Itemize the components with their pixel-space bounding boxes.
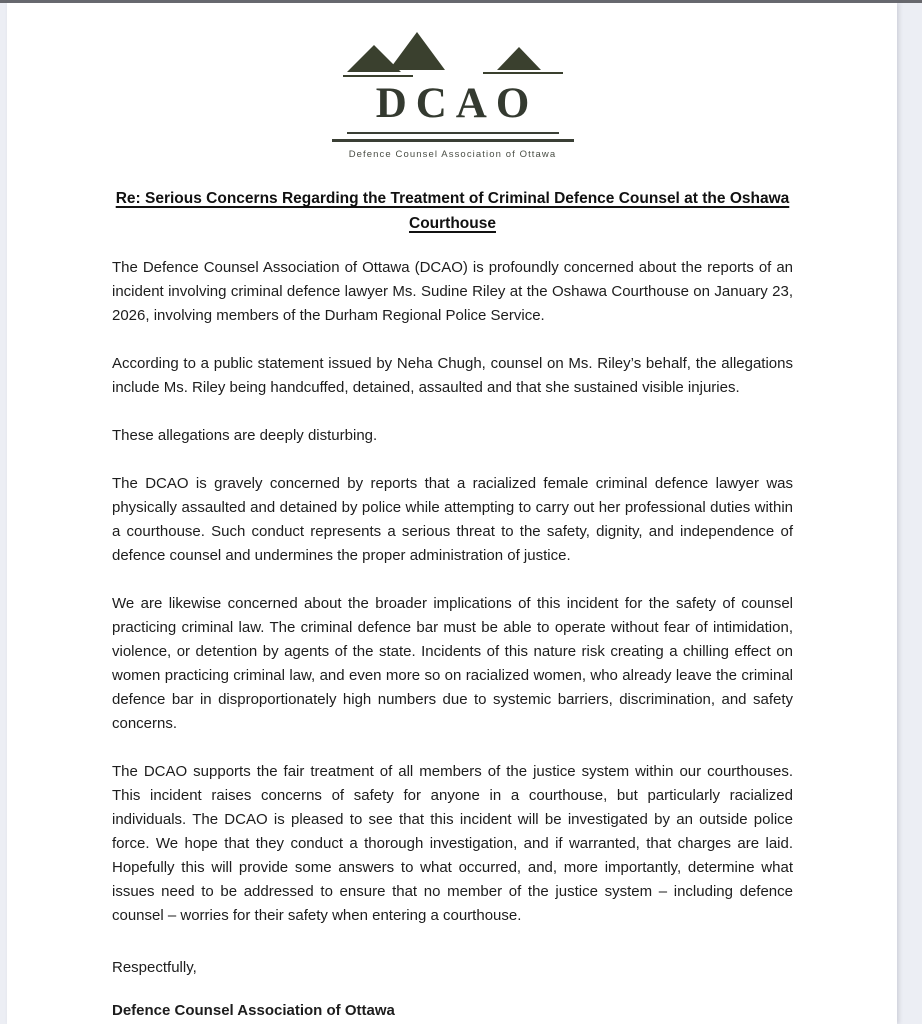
logo-tagline: Defence Counsel Association of Ottawa — [348, 149, 557, 160]
letter-paragraph: According to a public statement issued by Neha Chugh, counsel on Ms. Riley’s behalf, the allegations include Ms. Riley being handcuffed, detained, assaulted and that she sustained visible injuries. — [112, 355, 793, 396]
logo-baseline-left — [343, 75, 413, 77]
letter-paragraph: We are likewise concerned about the broader implications of this incident for the safety of counsel practicing criminal law. The criminal defence bar must be able to operate without fear of intimidation, violence, or detention by agents of the state. Incidents of this nature risk creating a chilling effect on women practicing criminal law, and even more so on racialized women, who already leave the criminal defence bar in disproportionately high numbers due to systemic barriers, discrimination, and safety concerns. — [112, 595, 793, 732]
dcao-logo — [331, 30, 575, 160]
logo-rule-top — [347, 132, 559, 134]
letter-page — [7, 3, 897, 1024]
logo-acronym: DCAO — [375, 80, 539, 127]
dcao-logo-mountains-icon — [331, 30, 575, 80]
letter-paragraph: The Defence Counsel Association of Ottawa (DCAO) is profoundly concerned about the reports of an incident involving criminal defence lawyer Ms. Sudine Riley at the Oshawa Courthouse on January 23, 2026, involving members of the Durham Regional Police Service. — [112, 259, 793, 324]
letter-subject-heading: Re: Serious Concerns Regarding the Treatment of Criminal Defence Counsel at the Oshawa Courthouse — [115, 190, 790, 232]
letter-body — [112, 256, 793, 928]
letter-signature: Defence Counsel Association of Ottawa — [112, 1002, 395, 1019]
letter-content — [7, 3, 897, 1023]
letter-closing: Respectfully, — [112, 959, 197, 976]
letter-paragraph: These allegations are deeply disturbing. — [112, 427, 378, 444]
logo-baseline-right — [483, 72, 563, 74]
logo-center-trapezoid-icon — [389, 32, 445, 70]
letter-paragraph: The DCAO supports the fair treatment of all members of the justice system within our courthouses. This incident raises concerns of safety for anyone in a courthouse, but particularly racialized individuals. The DCAO is pleased to see that this incident will be investigated by an outside police force. We hope that they conduct a thorough investigation, and if warranted, that charges are laid. Hopefully this will provide some answers to what occurred, and, more importantly, determine what issues need to be addressed to ensure that no member of the justice system – including defence counsel – worries for their safety when entering a courthouse. — [112, 763, 793, 924]
logo-rule-bottom — [332, 139, 574, 142]
letter-paragraph: The DCAO is gravely concerned by reports that a racialized female criminal defence lawyer was physically assaulted and detained by police while attempting to carry out her professional duties within a courthouse. Such conduct represents a serious threat to the safety, dignity, and independence of defence counsel and undermines the proper administration of justice. — [112, 475, 793, 564]
logo-right-triangle-icon — [497, 47, 541, 70]
